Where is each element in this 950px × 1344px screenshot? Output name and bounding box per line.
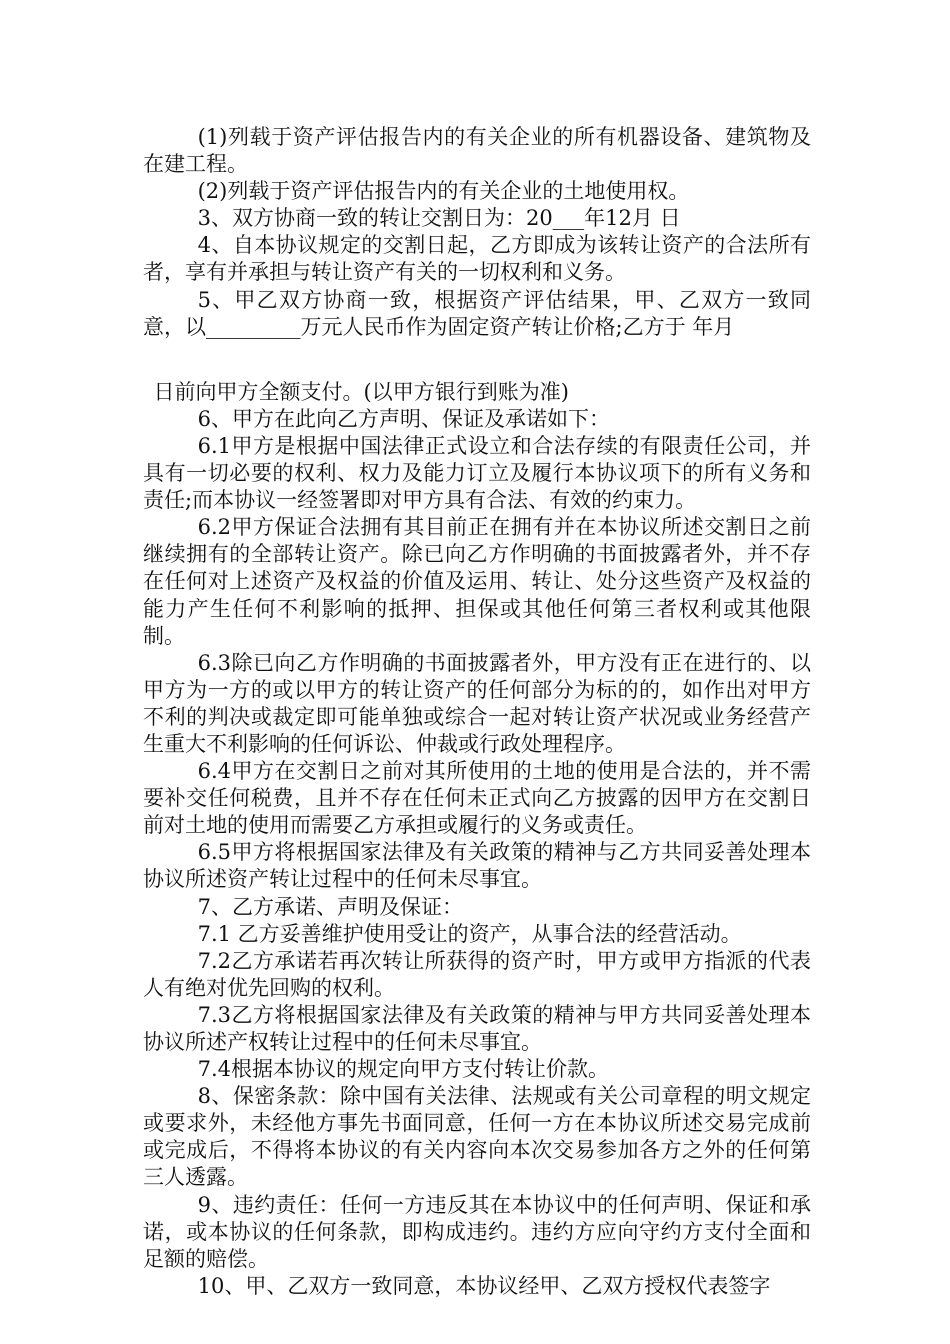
clause-7-3: 7.3乙方将根据国家法律及有关政策的精神与甲方共同妥善处理本协议所述产权转让过程中的任何未尽事宜。 (143, 1002, 811, 1054)
clause-6-3: 6.3除已向乙方作明确的书面披露者外，甲方没有正在进行的、以甲方为一方的或以甲方的转让资产的任何部分为标的的，如作出对甲方不利的判决或裁定即可能单独或综合一起对转让资产状况或业务经营产生重大不利影响的任何诉讼、仲裁或行政处理程序。 (143, 650, 811, 756)
clause-3: 3、双方协商一致的转让交割日为：20___年12月 日 (197, 206, 681, 231)
clause-1-1: (1)列载于资产评估报告内的有关企业的所有机器设备、建筑物及在建工程。 (143, 125, 811, 177)
clause-7-1: 7.1 乙方妥善维护使用受让的资产，从事合法的经营活动。 (197, 921, 742, 946)
clause-10: 10、甲、乙双方一致同意，本协议经甲、乙双方授权代表签字 (197, 1273, 771, 1298)
page-break-gap (143, 341, 811, 379)
clause-6-2: 6.2甲方保证合法拥有其目前正在拥有并在本协议所述交割日之前继续拥有的全部转让资产。除已向乙方作明确的书面披露者外，并不存在任何对上述资产及权益的价值及运用、转让、处分这些资产及权益的能力产生任何不利影响的抵押、担保或其他任何第三者权利或其他限制。 (143, 515, 811, 648)
clause-5-continued: 日前向甲方全额支付。(以甲方银行到账为准) (153, 379, 569, 404)
clause-6: 6、甲方在此向乙方声明、保证及承诺如下： (197, 406, 610, 431)
clause-4: 4、自本协议规定的交割日起，乙方即成为该转让资产的合法所有者，享有并承担与转让资产有关的一切权利和义务。 (143, 233, 811, 285)
clause-1-2: (2)列载于资产评估报告内的有关企业的土地使用权。 (197, 179, 690, 204)
clause-6-5: 6.5甲方将根据国家法律及有关政策的精神与乙方共同妥善处理本协议所述资产转让过程中的任何未尽事宜。 (143, 840, 811, 892)
clause-7-4: 7.4根据本协议的规定向甲方支付转让价款。 (197, 1057, 609, 1082)
document-body (143, 124, 811, 1300)
clause-8: 8、保密条款：除中国有关法律、法规或有关公司章程的明文规定或要求外，未经他方事先书面同意，任何一方在本协议所述交易完成前或完成后，不得将本协议的有关内容向本次交易参加各方之外的任何第三人透露。 (143, 1084, 811, 1190)
clause-6-4: 6.4甲方在交割日之前对其所使用的土地的使用是合法的，并不需要补交任何税费，且并不存在任何未正式向乙方披露的因甲方在交割日前对土地的使用而需要乙方承担或履行的义务或责任。 (143, 759, 811, 838)
clause-6-1: 6.1甲方是根据中国法律正式设立和合法存续的有限责任公司，并具有一切必要的权利、权力及能力订立及履行本协议项下的所有义务和责任;而本协议一经签署即对甲方具有合法、有效的约束力。 (143, 433, 811, 513)
clause-5: 5、甲乙双方协商一致，根据资产评估结果，甲、乙双方一致同意，以_________万元人民币作为固定资产转让价格;乙方于 年月 (143, 287, 811, 339)
clause-7-2: 7.2乙方承诺若再次转让所获得的资产时，甲方或甲方指派的代表人有绝对优先回购的权利。 (143, 948, 811, 1000)
clause-7: 7、乙方承诺、声明及保证： (197, 894, 463, 919)
clause-9: 9、违约责任：任何一方违反其在本协议中的任何声明、保证和承诺，或本协议的任何条款，即构成违约。违约方应向守约方支付全面和足额的赔偿。 (143, 1192, 811, 1271)
